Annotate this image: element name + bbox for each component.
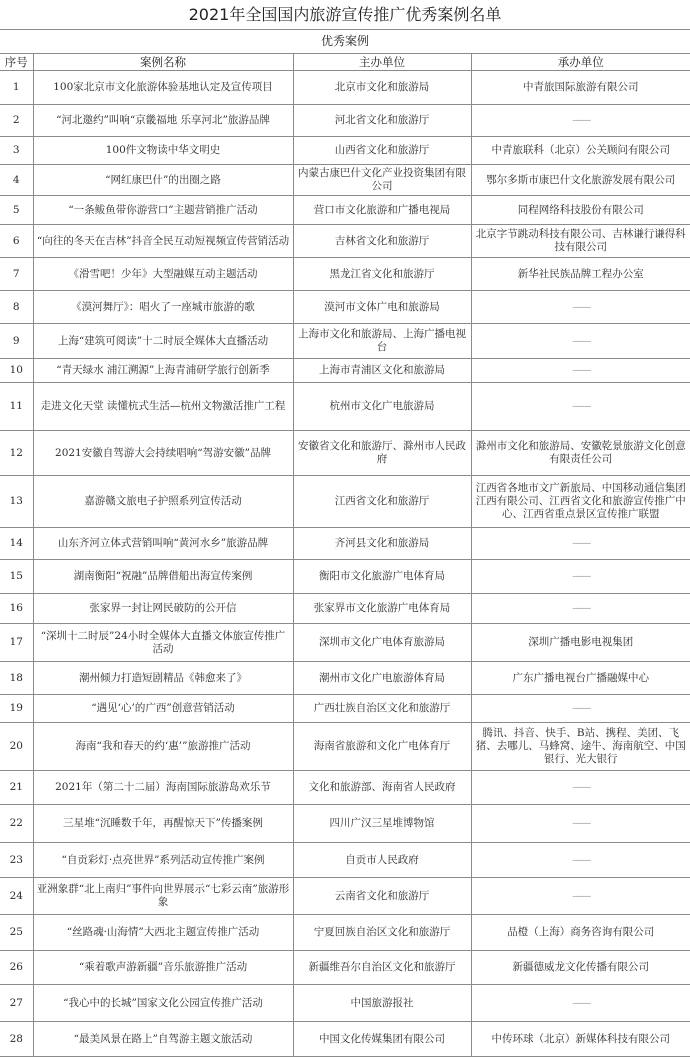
case-name: “一条鲅鱼带你游营口”主题营销推广活动 (33, 196, 293, 225)
row-number: 23 (0, 843, 33, 878)
table-row (0, 258, 690, 291)
case-name: 湖南衡阳“祝融”品牌借船出海宣传案例 (33, 560, 293, 594)
host-unit: 四川广汉三星堆博物馆 (293, 805, 471, 843)
table-row (0, 878, 690, 915)
host-unit: 深圳市文化广电体育旅游局 (293, 624, 471, 662)
case-name: “河北邀约”叫响“京畿福地 乐享河北”旅游品牌 (33, 105, 293, 137)
table-row (0, 383, 690, 431)
table-row (0, 1022, 690, 1057)
row-number: 25 (0, 915, 33, 951)
table-row (0, 805, 690, 843)
host-unit: 杭州市文化广电旅游局 (293, 383, 471, 431)
host-unit: 张家界市文化旅游广电体育局 (293, 594, 471, 624)
row-number: 9 (0, 324, 33, 359)
host-unit: 安徽省文化和旅游厅、滁州市人民政府 (293, 431, 471, 476)
case-name: 《滑雪吧！少年》大型融媒互动主题活动 (33, 258, 293, 291)
header-host: 主办单位 (293, 54, 471, 71)
organizer-unit: —— (471, 695, 690, 723)
table-row (0, 528, 690, 560)
case-name: “遇见‘心’的广西”创意营销活动 (33, 695, 293, 723)
case-name: “向往的冬天在吉林”抖音全民互动短视频宣传营销活动 (33, 225, 293, 258)
row-number: 10 (0, 359, 33, 383)
row-number: 21 (0, 771, 33, 805)
organizer-unit: 鄂尔多斯市康巴什文化旅游发展有限公司 (471, 165, 690, 196)
host-unit: 潮州市文化广电旅游体育局 (293, 662, 471, 695)
host-unit: 内蒙古康巴什文化产业投资集团有限公司 (293, 165, 471, 196)
organizer-unit: —— (471, 560, 690, 594)
document-title: 2021年全国国内旅游宣传推广优秀案例名单 (188, 5, 502, 24)
host-unit: 自贡市人民政府 (293, 843, 471, 878)
organizer-unit: 深圳广播电影电视集团 (471, 624, 690, 662)
case-name: 三星堆“沉睡数千年，再醒惊天下”传播案例 (33, 805, 293, 843)
case-name: “丝路魂·山海情”大西北主题宣传推广活动 (33, 915, 293, 951)
row-number: 28 (0, 1022, 33, 1057)
case-name: 上海“建筑可阅读”十二时辰全媒体大直播活动 (33, 324, 293, 359)
host-unit: 广西壮族自治区文化和旅游厅 (293, 695, 471, 723)
host-unit: 上海市青浦区文化和旅游局 (293, 359, 471, 383)
host-unit: 海南省旅游和文化广电体育厅 (293, 723, 471, 771)
host-unit: 中国文化传媒集团有限公司 (293, 1022, 471, 1057)
host-unit: 山西省文化和旅游厅 (293, 137, 471, 165)
row-number: 8 (0, 291, 33, 324)
organizer-unit: 新华社民族品牌工程办公室 (471, 258, 690, 291)
case-name: 山东齐河立体式营销叫响“黄河水乡”旅游品牌 (33, 528, 293, 560)
case-name: 《漠河舞厅》：唱火了一座城市旅游的歌 (33, 291, 293, 324)
host-unit: 北京市文化和旅游局 (293, 71, 471, 105)
host-unit: 黑龙江省文化和旅游厅 (293, 258, 471, 291)
row-number: 27 (0, 985, 33, 1022)
table-row (0, 662, 690, 695)
case-name: “自贡彩灯·点亮世界”系列活动宣传推广案例 (33, 843, 293, 878)
case-name: 100家北京市文化旅游体验基地认定及宣传项目 (33, 71, 293, 105)
row-number: 1 (0, 71, 33, 105)
cases-table (0, 29, 690, 1057)
table-row (0, 225, 690, 258)
organizer-unit: 品橙（上海）商务咨询有限公司 (471, 915, 690, 951)
table-row (0, 165, 690, 196)
host-unit: 漠河市文体广电和旅游局 (293, 291, 471, 324)
table-row (0, 476, 690, 528)
organizer-unit: —— (471, 594, 690, 624)
organizer-unit: 滁州市文化和旅游局、安徽乾景旅游文化创意有限责任公司 (471, 431, 690, 476)
table-row (0, 723, 690, 771)
organizer-unit: —— (471, 105, 690, 137)
case-name: 潮州倾力打造短剧精品《韩愈来了》 (33, 662, 293, 695)
row-number: 3 (0, 137, 33, 165)
host-unit: 齐河县文化和旅游局 (293, 528, 471, 560)
row-number: 14 (0, 528, 33, 560)
table-row (0, 291, 690, 324)
case-name: “最美风景在路上”自驾游主题文旅活动 (33, 1022, 293, 1057)
table-row (0, 359, 690, 383)
table-row (0, 324, 690, 359)
case-name: 嘉游赣文旅电子护照系列宣传活动 (33, 476, 293, 528)
organizer-unit: 腾讯、抖音、快手、B站、携程、美团、飞猪、去哪儿、马蜂窝、途牛、海南航空、中国银行、光大银行 (471, 723, 690, 771)
row-number: 4 (0, 165, 33, 196)
host-unit: 营口市文化旅游和广播电视局 (293, 196, 471, 225)
row-number: 6 (0, 225, 33, 258)
header-row (0, 54, 690, 71)
table-row (0, 624, 690, 662)
organizer-unit: 江西省各地市文广新旅局、中国移动通信集团江西有限公司、江西省文化和旅游宣传推广中心、江西省重点景区宣传推广联盟 (471, 476, 690, 528)
organizer-unit: —— (471, 359, 690, 383)
table-row (0, 695, 690, 723)
row-number: 15 (0, 560, 33, 594)
organizer-unit: 中青旅联科（北京）公关顾问有限公司 (471, 137, 690, 165)
organizer-unit: —— (471, 878, 690, 915)
table-row (0, 951, 690, 985)
organizer-unit: 北京字节跳动科技有限公司、吉林谦行谦得科技有限公司 (471, 225, 690, 258)
host-unit: 宁夏回族自治区文化和旅游厅 (293, 915, 471, 951)
case-name: 亚洲象群“北上南归”事件向世界展示“七彩云南”旅游形象 (33, 878, 293, 915)
case-name: “网红康巴什”的出圈之路 (33, 165, 293, 196)
table-row (0, 105, 690, 137)
organizer-unit: —— (471, 383, 690, 431)
organizer-unit: 新疆德威龙文化传播有限公司 (471, 951, 690, 985)
organizer-unit: 中传环球（北京）新媒体科技有限公司 (471, 1022, 690, 1057)
host-unit: 吉林省文化和旅游厅 (293, 225, 471, 258)
row-number: 17 (0, 624, 33, 662)
case-name: “我心中的长城”国家文化公园宣传推广活动 (33, 985, 293, 1022)
table-row (0, 771, 690, 805)
organizer-unit: —— (471, 771, 690, 805)
case-name: 2021年（第二十二届）海南国际旅游岛欢乐节 (33, 771, 293, 805)
header-case-name: 案例名称 (33, 54, 293, 71)
case-name: “乘着歌声游新疆”音乐旅游推广活动 (33, 951, 293, 985)
row-number: 19 (0, 695, 33, 723)
case-name: 100件文物读中华文明史 (33, 137, 293, 165)
table-row (0, 985, 690, 1022)
header-organizer: 承办单位 (471, 54, 690, 71)
host-unit: 新疆维吾尔自治区文化和旅游厅 (293, 951, 471, 985)
organizer-unit: —— (471, 528, 690, 560)
table-row (0, 137, 690, 165)
table-row (0, 843, 690, 878)
organizer-unit: 广东广播电视台广播融媒中心 (471, 662, 690, 695)
row-number: 13 (0, 476, 33, 528)
case-name: 2021安徽自驾游大会持续唱响“驾游安徽”品牌 (33, 431, 293, 476)
host-unit: 文化和旅游部、海南省人民政府 (293, 771, 471, 805)
host-unit: 上海市文化和旅游局、上海广播电视台 (293, 324, 471, 359)
table-row (0, 560, 690, 594)
row-number: 20 (0, 723, 33, 771)
row-number: 12 (0, 431, 33, 476)
organizer-unit: —— (471, 985, 690, 1022)
organizer-unit: —— (471, 324, 690, 359)
section-row (0, 30, 690, 54)
table-row (0, 594, 690, 624)
case-name: “青天绿水 浦江溯源”上海青浦研学旅行创新季 (33, 359, 293, 383)
table-row (0, 71, 690, 105)
table-row (0, 431, 690, 476)
row-number: 26 (0, 951, 33, 985)
host-unit: 河北省文化和旅游厅 (293, 105, 471, 137)
row-number: 18 (0, 662, 33, 695)
host-unit: 云南省文化和旅游厅 (293, 878, 471, 915)
row-number: 7 (0, 258, 33, 291)
case-name: “深圳十二时辰”24小时全媒体大直播文体旅宣传推广活动 (33, 624, 293, 662)
row-number: 11 (0, 383, 33, 431)
organizer-unit: —— (471, 843, 690, 878)
organizer-unit: 同程网络科技股份有限公司 (471, 196, 690, 225)
organizer-unit: —— (471, 805, 690, 843)
case-name: 海南“我和春天的约‘惠’”旅游推广活动 (33, 723, 293, 771)
case-name: 张家界一封让网民破防的公开信 (33, 594, 293, 624)
case-name: 走进文化天堂 读懂杭式生活—杭州文物激活推广工程 (33, 383, 293, 431)
header-no: 序号 (0, 54, 33, 71)
section-title: 优秀案例 (0, 30, 690, 54)
host-unit: 江西省文化和旅游厅 (293, 476, 471, 528)
organizer-unit: —— (471, 291, 690, 324)
table-row (0, 915, 690, 951)
row-number: 24 (0, 878, 33, 915)
host-unit: 衡阳市文化旅游广电体育局 (293, 560, 471, 594)
host-unit: 中国旅游报社 (293, 985, 471, 1022)
row-number: 16 (0, 594, 33, 624)
row-number: 5 (0, 196, 33, 225)
table-row (0, 196, 690, 225)
organizer-unit: 中青旅国际旅游有限公司 (471, 71, 690, 105)
row-number: 2 (0, 105, 33, 137)
row-number: 22 (0, 805, 33, 843)
